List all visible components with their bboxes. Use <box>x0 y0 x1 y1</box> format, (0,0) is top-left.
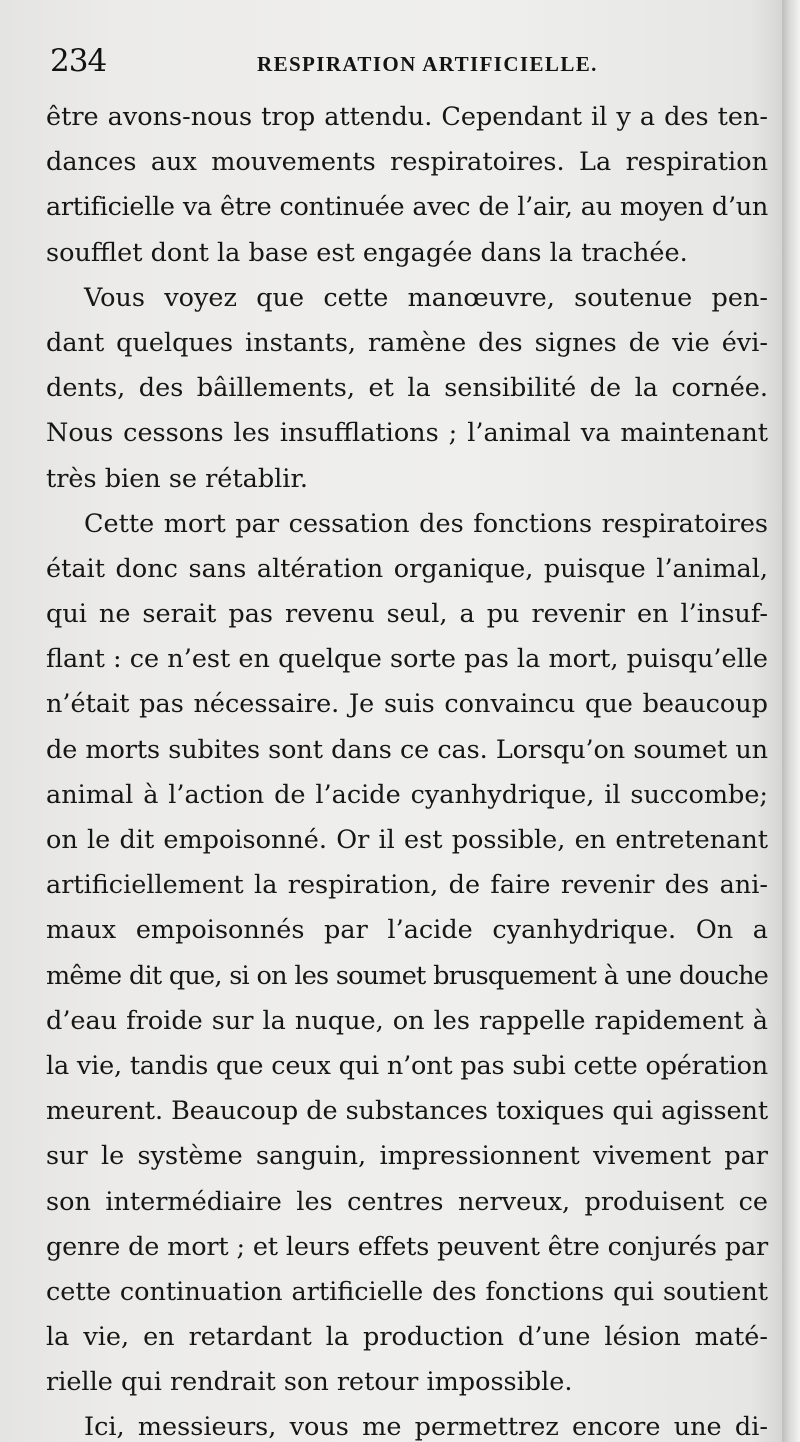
text-line: artificiellement la respiration, de faire revenir des ani- <box>46 870 768 901</box>
text-line: on le dit empoisonné. Or il est possible, en entretenant <box>46 825 768 855</box>
text-line: son intermédiaire les centres nerveux, produisent ce <box>46 1186 768 1217</box>
text-line: dents, des bâillements, et la sensibilité de la cornée. <box>46 373 768 404</box>
text-line: la vie, tandis que ceux qui n’ont pas subi cette opération <box>46 1050 768 1081</box>
text-line: Vous voyez que cette manœuvre, soutenue pen- <box>84 282 768 313</box>
text-line: animal à l’action de l’acide cyanhydrique, il succombe; <box>46 779 768 810</box>
text-line: soufflet dont la base est engagée dans la trachée. <box>46 237 688 268</box>
text-line: meurent. Beaucoup de substances toxiques qui agissent <box>46 1096 768 1127</box>
page-header <box>0 36 782 86</box>
text-line: qui ne serait pas revenu seul, a pu revenir en l’insuf- <box>46 599 768 630</box>
text-line: être avons-nous trop attendu. Cependant il y a des ten- <box>46 102 768 132</box>
text-line: dances aux mouvements respiratoires. La respiration <box>46 147 768 178</box>
page-number: 234 <box>50 43 107 79</box>
text-line: rielle qui rendrait son retour impossible. <box>46 1367 573 1398</box>
text-line: genre de mort ; et leurs effets peuvent être conjurés par <box>46 1231 768 1262</box>
text-line: la vie, en retardant la production d’une lésion maté- <box>46 1322 768 1353</box>
text-line: maux empoisonnés par l’acide cyanhydrique. On a <box>46 915 768 946</box>
page-edge <box>782 0 800 1442</box>
body-text <box>46 95 768 1442</box>
text-line: de morts subites sont dans ce cas. Lorsqu’on soumet un <box>46 734 768 765</box>
text-line: était donc sans altération organique, puisque l’animal, <box>46 553 768 584</box>
text-line: très bien se rétablir. <box>46 463 308 494</box>
text-line: Cette mort par cessation des fonctions respiratoires <box>84 508 768 539</box>
text-line: même dit que, si on les soumet brusquement à une douche <box>46 960 768 991</box>
text-line: Ici, messieurs, vous me permettrez encore une di- <box>84 1412 768 1442</box>
text-line: dant quelques instants, ramène des signes de vie évi- <box>46 327 768 358</box>
text-line: cette continuation artificielle des fonctions qui soutient <box>46 1276 768 1307</box>
text-line: flant : ce n’est en quelque sorte pas la mort, puisqu’elle <box>46 644 768 675</box>
text-line: n’était pas nécessaire. Je suis convaincu que beaucoup <box>46 689 768 720</box>
text-line: artificielle va être continuée avec de l’air, au moyen d’un <box>46 192 768 223</box>
text-line: d’eau froide sur la nuque, on les rappelle rapidement à <box>46 1005 768 1036</box>
text-line: sur le système sanguin, impressionnent vivement par <box>46 1141 768 1172</box>
running-head: RESPIRATION ARTIFICIELLE. <box>257 52 598 76</box>
text-line: Nous cessons les insufflations ; l’animal va maintenant <box>46 418 768 449</box>
